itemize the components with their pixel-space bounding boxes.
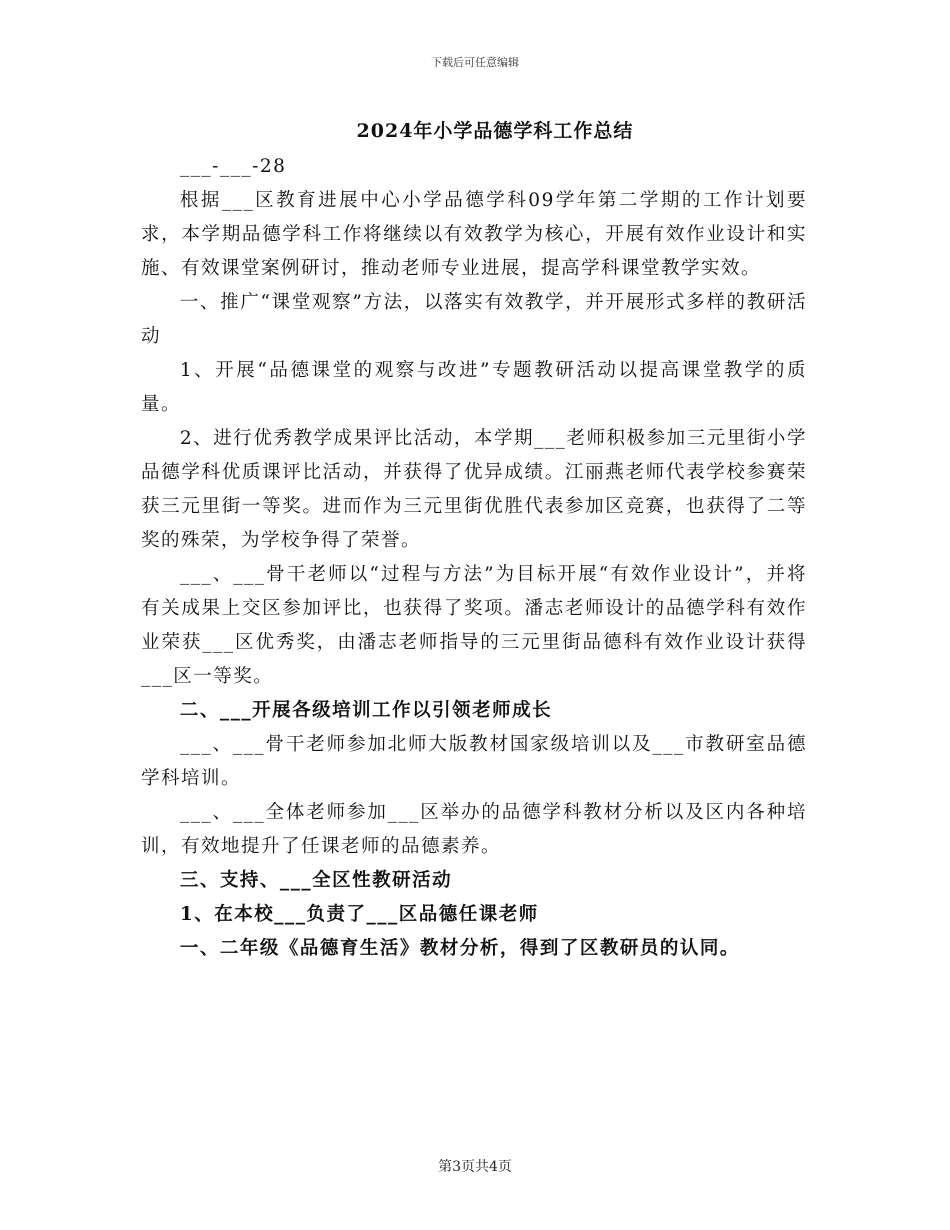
paragraph-training-2: ___、___全体老师参加___区举办的品德学科教材分析以及区内各种培训，有效地提升了任课老师的品德素养。 <box>141 802 807 857</box>
section-heading-2: 二、___开展各级培训工作以引领老师成长 <box>179 700 553 721</box>
page-title: 2024年小学品德学科工作总结 <box>356 120 634 142</box>
paragraph-item-3: ___、___骨干老师以“过程与方法”为目标开展“有效作业设计”，并将有关成果上交区参加评比，也获得了奖项。潘志老师设计的品德学科有效作业荣获___区优秀奖，由潘志老师指导的三元里街品德科有效作业设计获得___区一等奖。 <box>141 564 807 687</box>
document-body <box>141 150 807 966</box>
paragraph-support-1: 1、在本校___负责了___区品德任课老师 <box>179 904 539 925</box>
section-heading-1: 一、推广“课堂观察”方法，以落实有效教学，并开展形式多样的教研活动 <box>141 292 807 347</box>
paragraph-support-2: 一、二年级《品德育生活》教材分析，得到了区教研员的认同。 <box>179 938 740 959</box>
section-heading-3: 三、支持、___全区性教研活动 <box>179 870 453 891</box>
paragraph-item-1: 1、开展“品德课堂的观察与改进”专题教研活动以提高课堂教学的质量。 <box>141 360 807 415</box>
paragraph-item-2: 2、进行优秀教学成果评比活动，本学期___老师积极参加三元里街小学品德学科优质课评比活动，并获得了优异成绩。江丽燕老师代表学校参赛荣获三元里街一等奖。进而作为三元里街优胜代表参加区竞赛，也获得了二等奖的殊荣，为学校争得了荣誉。 <box>141 428 807 551</box>
date-line: ___-___-28 <box>179 156 287 177</box>
header-note: 下载后可任意编辑 <box>431 56 519 69</box>
paragraph-intro: 根据___区教育进展中心小学品德学科09学年第二学期的工作计划要求，本学期品德学科工作将继续以有效教学为核心，开展有效作业设计和实施、有效课堂案例研讨，推动老师专业进展，提高学科课堂教学实效。 <box>141 190 807 279</box>
paragraph-training-1: ___、___骨干老师参加北师大版教材国家级培训以及___市教研室品德学科培训。 <box>141 734 807 789</box>
page-number-footer: 第3页共4页 <box>438 1159 512 1175</box>
